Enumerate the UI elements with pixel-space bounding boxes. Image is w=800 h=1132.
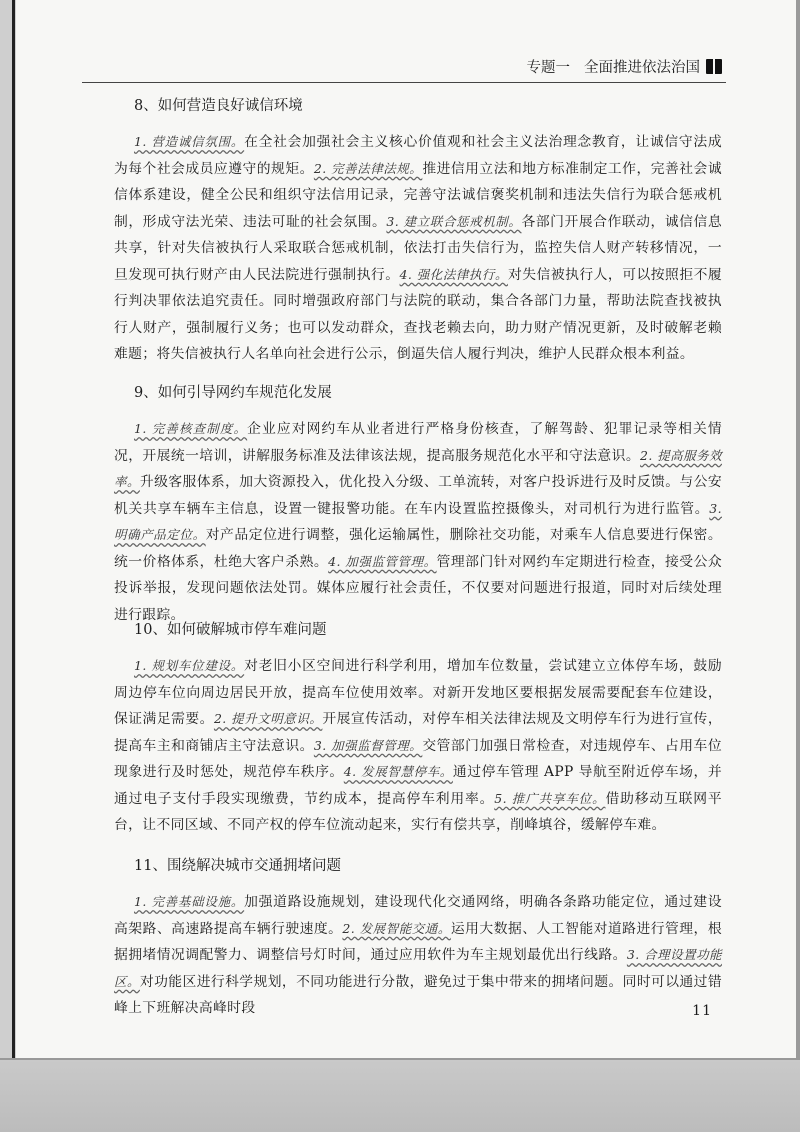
point-text: 开展宣传活动，对停车相关法律法规及文明停车行为进行宣传，提高车主和商铺店主守法意识。 <box>114 711 722 754</box>
point-text: 对功能区进行科学规划，不同功能进行分散，避免过于集中带来的拥堵问题。同时可以通过错峰上下班解决高峰时段 <box>114 973 722 1016</box>
point-heading: 2. 提高服务效率。 <box>114 447 722 489</box>
point-heading: 4. 加强监管管理。 <box>328 553 437 569</box>
header-section-label: 专题一 <box>526 60 570 76</box>
point-text: 借助移动互联网平台，让不同区域、不同产权的停车位流动起来，实行有偿共享，削峰填谷，缓解停车难。 <box>114 790 722 833</box>
point-text: 升级客服体系，加大资源投入，优化投入分级、工单流转，对客户投诉进行及时反馈。与公安机关共享车辆车主信息，设置一键报警功能。在车内设置监控摄像头，对司机行为进行监管。 <box>114 474 722 517</box>
header-section-title: 全面推进依法治国 <box>584 60 700 76</box>
point-heading: 1. 完善核查制度。 <box>134 421 248 436</box>
page-number: 11 <box>692 1003 712 1019</box>
point-text: 运用大数据、人工智能对道路进行管理，根据拥堵情况调配警力、调整信号灯时间，通过应用软件为车主规划最优出行线路。 <box>114 920 722 963</box>
point-text: 在全社会加强社会主义核心价值观和社会主义法治理念教育，让诚信守法成为每个社会成员应遵守的规矩。 <box>114 134 722 177</box>
book-icon <box>706 59 722 74</box>
point-heading: 1. 完善基础设施。 <box>134 894 245 909</box>
point-heading: 3. 明确产品定位。 <box>114 500 722 542</box>
point-heading: 2. 提升文明意识。 <box>213 711 323 726</box>
point-heading: 4. 强化法律执行。 <box>399 266 508 282</box>
point-heading: 3. 合理设置功能区。 <box>114 947 722 989</box>
section-11 <box>114 856 722 1022</box>
point-text: 各部门开展合作联动，诚信信息共享，针对失信被执行人采取联合惩戒机制，依法打击失信行为，监控失信人财产转移情况，一旦发现可执行财产由人民法院进行强制执行。 <box>114 213 722 283</box>
section-body <box>114 129 722 368</box>
scan-bottom-edge <box>0 1058 800 1132</box>
point-text: 通过停车管理 APP 导航至附近停车场，并通过电子支付手段实现缴费，节约成本，提高停车利用率。 <box>114 764 722 807</box>
point-text: 对老旧小区空间进行科学利用，增加车位数量，尝试建立立体停车场，鼓励周边停车位向周边居民开放，提高车位使用效率。对新开发地区要根据发展需要配套车位建设，保证满足需要。 <box>114 658 722 727</box>
section-body <box>114 889 722 1022</box>
header-rule <box>82 82 726 83</box>
point-text: 企业应对网约车从业者进行严格身份核查，了解驾龄、犯罪记录等相关情况，开展统一培训，讲解服务标准及法律该法规，提高服务规范化水平和守法意识。 <box>114 421 722 464</box>
point-heading: 3. 建立联合惩戒机制。 <box>386 213 522 229</box>
point-heading: 3. 加强监督管理。 <box>313 737 423 753</box>
scan-right-edge <box>796 0 800 1060</box>
section-10 <box>114 620 722 839</box>
scan-left-edge <box>0 0 16 1060</box>
point-heading: 2. 完善法律法规。 <box>313 160 423 176</box>
section-title: 10、如何破解城市停车难问题 <box>134 622 327 638</box>
section-9 <box>114 383 722 628</box>
point-heading: 1. 营造诚信氛围。 <box>134 134 245 149</box>
point-heading: 2. 发展智能交通。 <box>342 920 451 936</box>
point-text: 加强道路设施规划，建设现代化交通网络，明确各条路功能定位，通过建设高架路、高速路提高车辆行驶速度。 <box>114 894 722 937</box>
point-text: 管理部门针对网约车定期进行检查，接受公众投诉举报，发现问题依法处罚。媒体应履行社会责任，不仅要对问题进行报道，同时对后续处理进行跟踪。 <box>114 553 723 623</box>
section-8 <box>114 96 722 368</box>
section-body <box>114 653 722 839</box>
section-title: 9、如何引导网约车规范化发展 <box>134 385 332 401</box>
point-text: 对失信被执行人，可以按照拒不履行判决罪依法追究责任。同时增强政府部门与法院的联动，集合各部门力量，帮助法院查找被执行人财产，强制履行义务；也可以发动群众，查找老赖去向，助力财产情况更新，及时破解老赖难题；将失信被执行人名单向社会进行公示，倒逼失信人履行判决，维护人民群众根本利益。 <box>114 266 723 362</box>
point-heading: 1. 规划车位建设。 <box>134 658 245 673</box>
point-heading: 5. 推广共享车位。 <box>494 790 606 806</box>
point-text: 交管部门加强日常检查，对违规停车、占用车位现象进行及时惩处，规范停车秩序。 <box>114 737 722 780</box>
section-title: 8、如何营造良好诚信环境 <box>134 98 303 114</box>
point-text: 推进信用立法和地方标准制定工作，完善社会诚信体系建设，健全公民和组织守法信用记录，完善守法诚信褒奖机制和违法失信行为联合惩戒机制，形成守法光荣、违法可耻的社会氛围。 <box>114 160 722 230</box>
section-body <box>114 416 722 628</box>
point-text: 对产品定位进行调整，强化运输属性，删除社交功能，对乘车人信息要进行保密。统一价格体系，杜绝大客户杀熟。 <box>114 527 722 570</box>
section-title: 11、围绕解决城市交通拥堵问题 <box>134 858 341 874</box>
running-header <box>527 56 723 77</box>
point-heading: 4. 发展智慧停车。 <box>343 764 453 779</box>
